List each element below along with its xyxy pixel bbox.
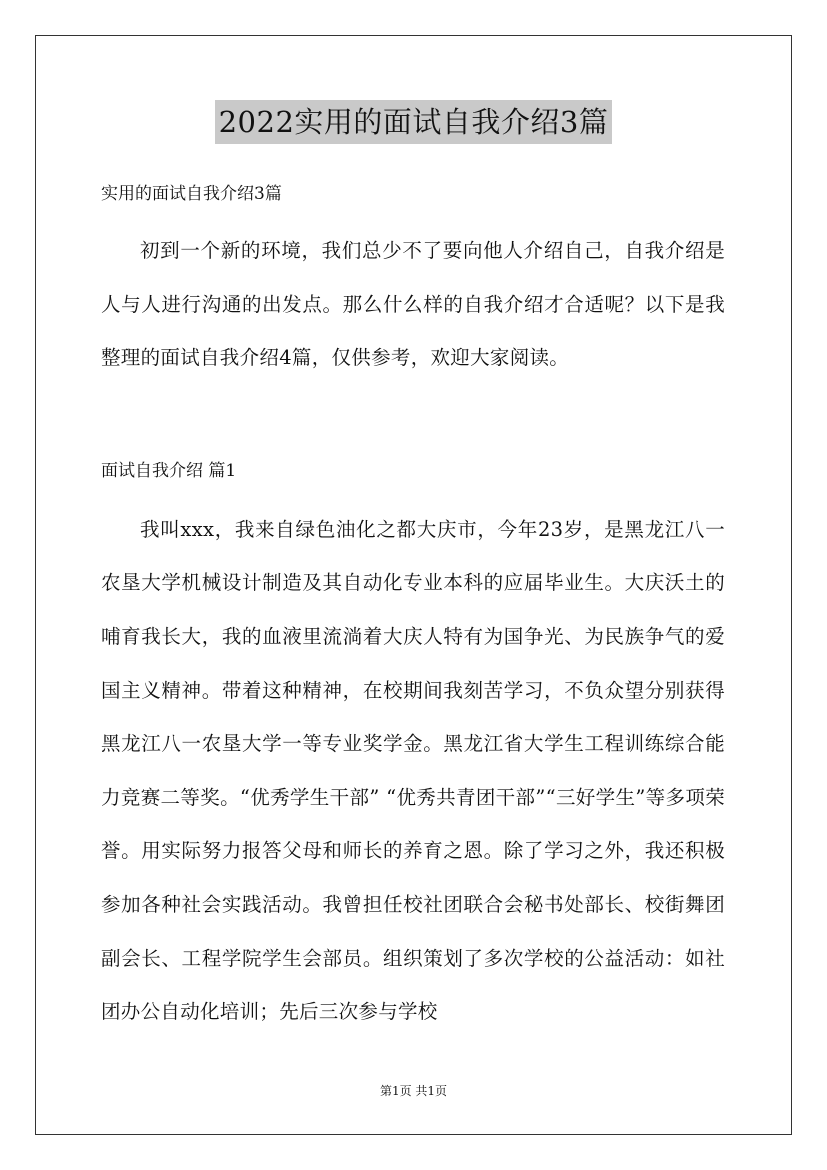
section-paragraph: 我叫xxx，我来自绿色油化之都大庆市，今年23岁，是黑龙江八一农垦大学机械设计制造及其自动化专业本科的应届毕业生。大庆沃土的哺育我长大，我的血液里流淌着大庆人特有为国争光、为民族争气的爱国主义精神。带着这种精神，在校期间我刻苦学习，不负众望分别获得黑龙江八一农垦大学一等专业奖学金。黑龙江省大学生工程训练综合能力竞赛二等奖。“优秀学生干部” “优秀共青团干部”“三好学生”等多项荣誉。用实际努力报答父母和师长的养育之恩。除了学习之外，我还积极参加各种社会实践活动。我曾担任校社团联合会秘书处部长、校街舞团副会长、工程学院学生会部员。组织策划了多次学校的公益活动：如社团办公自动化培训；先后三次参与学校 — [101, 517, 725, 1024]
document-title: 2022实用的面试自我介绍3篇 — [215, 100, 613, 144]
title-container — [0, 100, 827, 144]
section-heading: 面试自我介绍 篇1 — [101, 460, 237, 481]
document-body — [101, 176, 725, 1039]
intro-paragraph: 初到一个新的环境，我们总少不了要向他人介绍自己，自我介绍是人与人进行沟通的出发点。那么什么样的自我介绍才合适呢？以下是我整理的面试自我介绍4篇，仅供参考，欢迎大家阅读。 — [101, 239, 725, 370]
page-footer: 第1页 共1页 — [379, 1084, 448, 1098]
document-subtitle: 实用的面试自我介绍3篇 — [101, 184, 282, 204]
